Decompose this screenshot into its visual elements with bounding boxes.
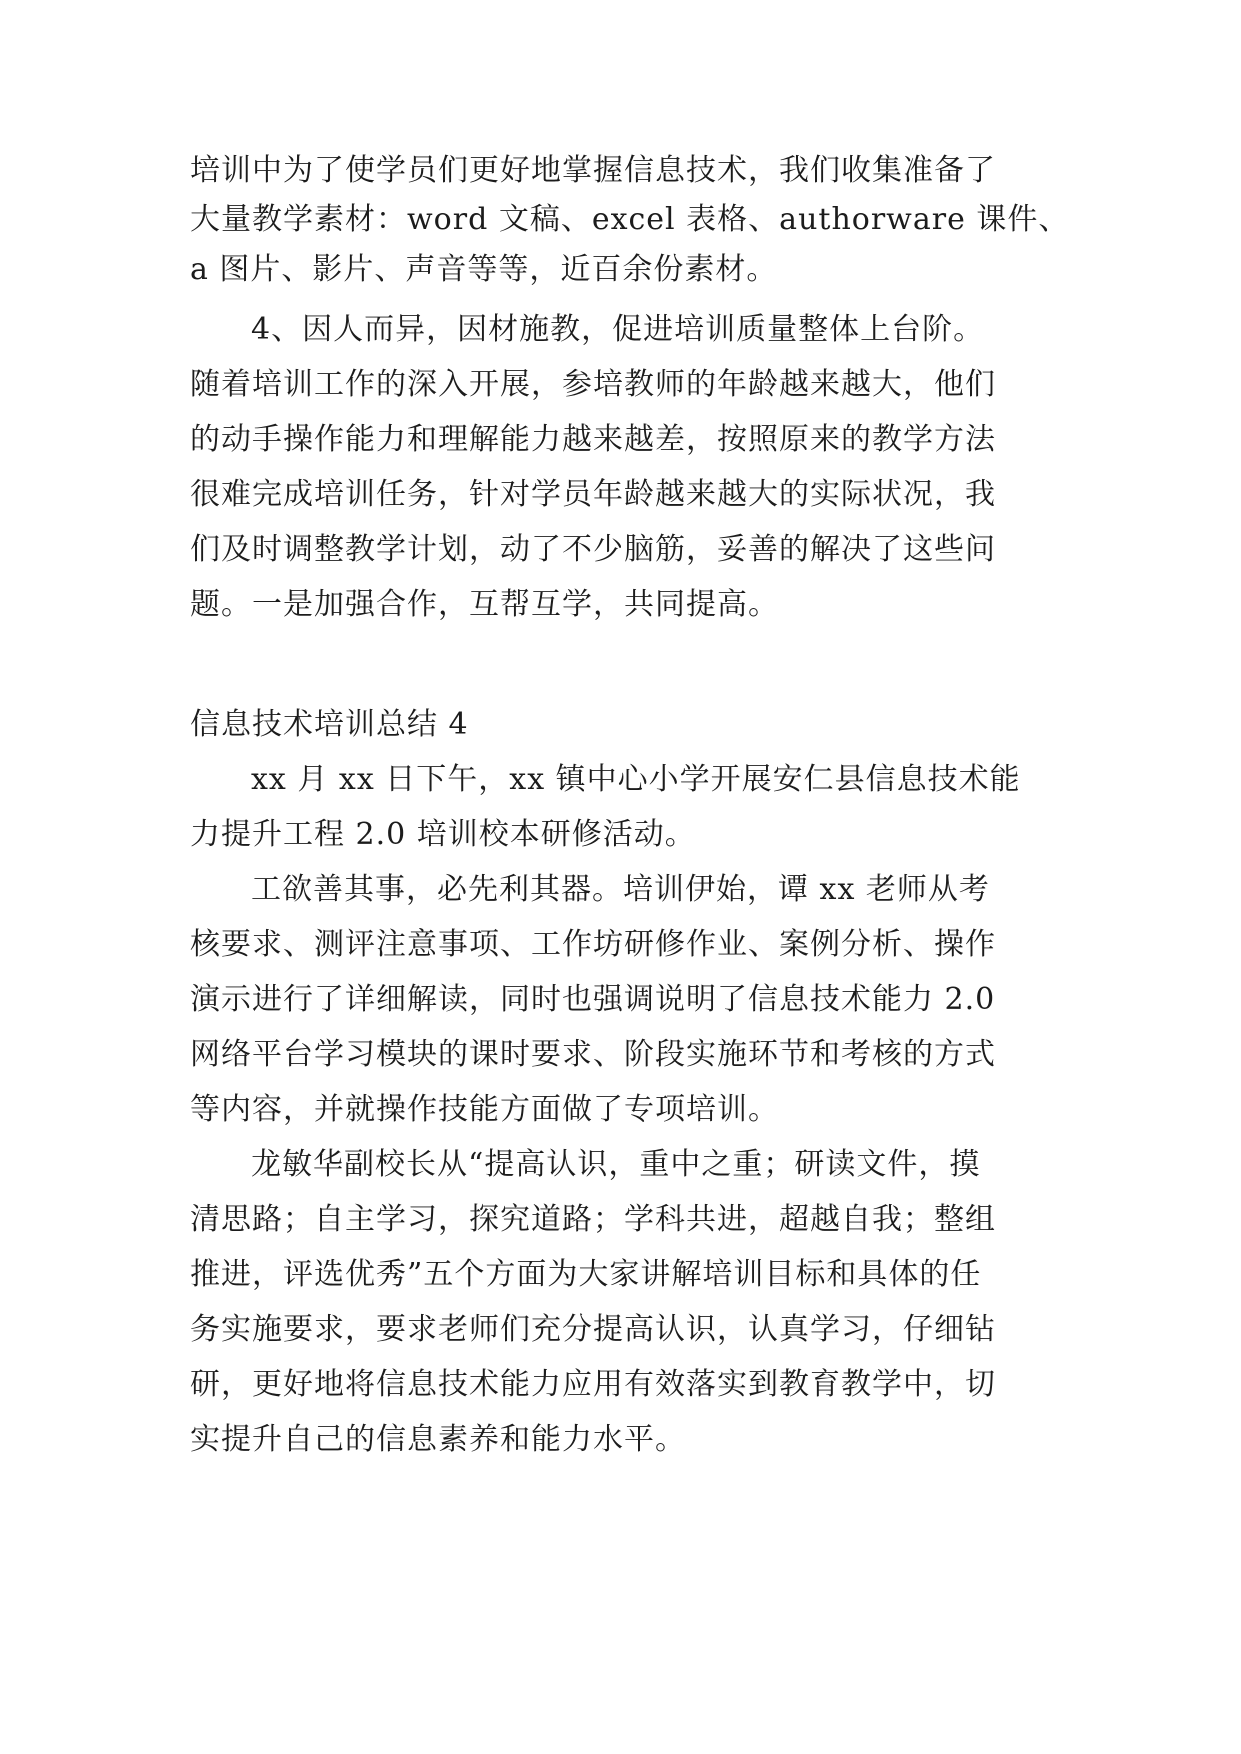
text-line: 演示进行了详细解读，同时也强调说明了信息技术能力 2.0 bbox=[190, 982, 996, 1017]
text-line: 很难完成培训任务，针对学员年龄越来越大的实际状况，我 bbox=[190, 477, 996, 512]
text-line: 核要求、测评注意事项、工作坊研修作业、案例分析、操作 bbox=[190, 927, 996, 962]
text-line: 力提升工程 2.0 培训校本研修活动。 bbox=[190, 817, 696, 852]
text-line: 网络平台学习模块的课时要求、阶段实施环节和考核的方式 bbox=[190, 1037, 996, 1072]
text-line: 龙敏华副校长从“提高认识，重中之重；研读文件，摸 bbox=[251, 1147, 981, 1182]
text-line: 研，更好地将信息技术能力应用有效落实到教育教学中，切 bbox=[190, 1367, 996, 1402]
text-line: 务实施要求，要求老师们充分提高认识，认真学习，仔细钻 bbox=[190, 1312, 996, 1347]
text-line: 4、因人而异，因材施教，促进培训质量整体上台阶。 bbox=[251, 312, 985, 347]
text-line: 题。一是加强合作，互帮互学，共同提高。 bbox=[190, 587, 779, 622]
text-line: a 图片、影片、声音等等，近百余份素材。 bbox=[190, 252, 778, 287]
text-line: 工欲善其事，必先利其器。培训伊始，谭 xx 老师从考 bbox=[251, 872, 990, 907]
section-title: 信息技术培训总结 4 bbox=[190, 707, 469, 742]
text-line: 培训中为了使学员们更好地掌握信息技术，我们收集准备了 bbox=[190, 153, 996, 188]
text-line: 随着培训工作的深入开展，参培教师的年龄越来越大，他们 bbox=[190, 367, 996, 402]
text-line: 的动手操作能力和理解能力越来越差，按照原来的教学方法 bbox=[190, 422, 996, 457]
text-line: 们及时调整教学计划，动了不少脑筋，妥善的解决了这些问 bbox=[190, 532, 996, 567]
text-line: 等内容，并就操作技能方面做了专项培训。 bbox=[190, 1092, 779, 1127]
text-line: 清思路；自主学习，探究道路；学科共进，超越自我；整组 bbox=[190, 1202, 996, 1237]
text-line: 推进，评选优秀”五个方面为大家讲解培训目标和具体的任 bbox=[190, 1257, 982, 1292]
text-line: 大量教学素材：word 文稿、excel 表格、authorware 课件、 bbox=[190, 202, 1070, 237]
text-line: xx 月 xx 日下午，xx 镇中心小学开展安仁县信息技术能 bbox=[251, 762, 1021, 797]
text-line: 实提升自己的信息素养和能力水平。 bbox=[190, 1422, 686, 1457]
